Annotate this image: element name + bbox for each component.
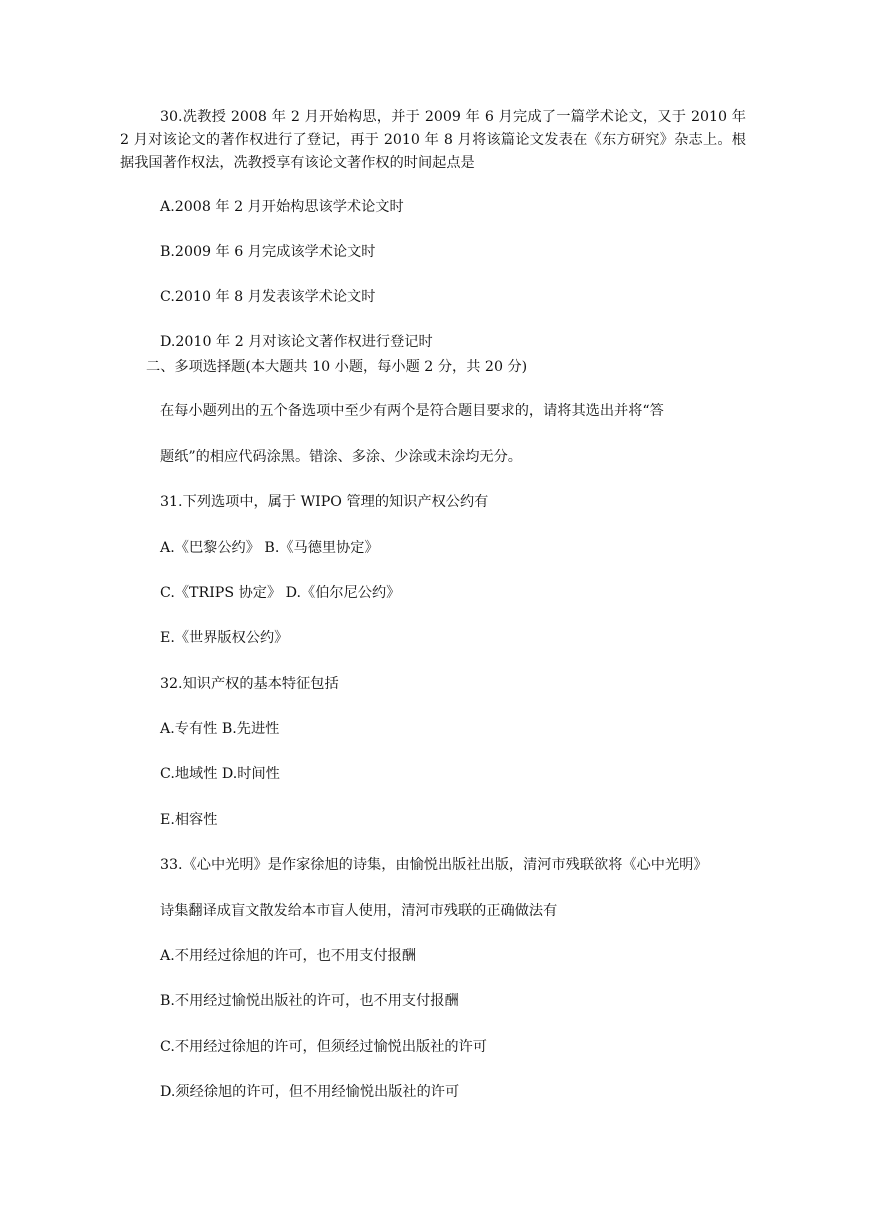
question-33-stem-line-2: 诗集翻译成盲文散发给本市盲人使用，清河市残联的正确做法有 <box>160 903 558 919</box>
question-31-options-cd: C.《TRIPS 协定》 D.《伯尔尼公约》 <box>160 585 401 601</box>
question-32-options-cd: C.地域性 D.时间性 <box>160 766 280 782</box>
question-33-option-d: D.须经徐旭的许可，但不用经愉悦出版社的许可 <box>160 1084 460 1100</box>
question-33-option-c: C.不用经过徐旭的许可，但须经过愉悦出版社的许可 <box>160 1039 487 1055</box>
section-instruction-line-2: 题纸”的相应代码涂黑。错涂、多涂、少涂或未涂均无分。 <box>160 449 522 465</box>
section-heading: 二、多项选择题(本大题共 10 小题，每小题 2 分，共 20 分) <box>146 359 528 375</box>
question-31-option-e: E.《世界版权公约》 <box>160 630 289 646</box>
section-instruction-line-1: 在每小题列出的五个备选项中至少有两个是符合题目要求的，请将其选出并将“答 <box>160 403 664 419</box>
question-30-option-d: D.2010 年 2 月对该论文著作权进行登记时 <box>160 334 433 350</box>
question-31-options-ab: A.《巴黎公约》 B.《马德里协定》 <box>160 540 379 556</box>
question-33-option-a: A.不用经过徐旭的许可，也不用支付报酬 <box>160 948 416 964</box>
question-30-option-c: C.2010 年 8 月发表该学术论文时 <box>160 289 376 305</box>
question-30-stem: 30.冼教授 2008 年 2 月开始构思，并于 2009 年 6 月完成了一篇学术论文，又于 2010 年 2 月对该论文的著作权进行了登记，再于 2010 年 8 月将该篇论文发表在《东方研究》杂志上。根据我国著作权法，冼教授享有该论文著作权的时间起点是 <box>120 109 746 171</box>
question-30-option-b: B.2009 年 6 月完成该学术论文时 <box>160 244 376 260</box>
question-33-option-b: B.不用经过愉悦出版社的许可，也不用支付报酬 <box>160 993 459 1009</box>
question-32-options-ab: A.专有性 B.先进性 <box>160 721 280 737</box>
question-32-option-e: E.相容性 <box>160 812 218 828</box>
question-31-stem: 31.下列选项中，属于 WIPO 管理的知识产权公约有 <box>160 494 489 510</box>
question-32-stem: 32.知识产权的基本特征包括 <box>160 676 339 692</box>
question-33-stem-line-1: 33.《心中光明》是作家徐旭的诗集，由愉悦出版社出版，清河市残联欲将《心中光明》 <box>160 857 708 873</box>
question-30-option-a: A.2008 年 2 月开始构思该学术论文时 <box>160 199 404 215</box>
